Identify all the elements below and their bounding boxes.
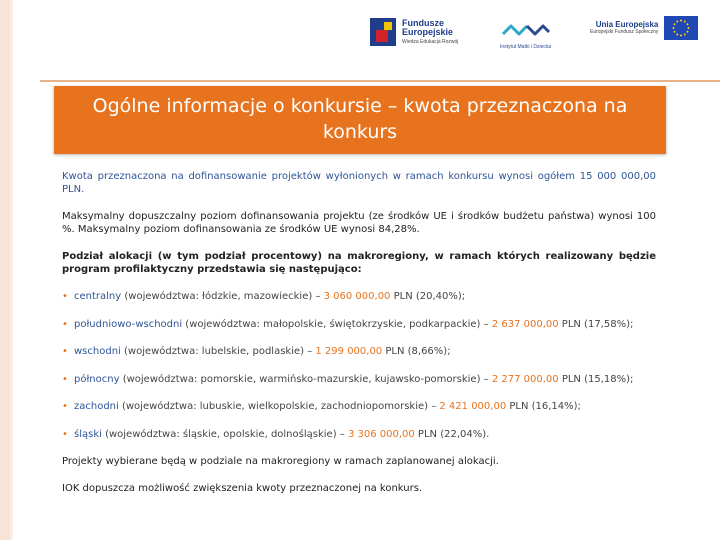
fe-logo-line3: Wiedza Edukacja Rozwój <box>402 38 459 45</box>
selection-note-text: Projekty wybierane będą w podziale na makroregiony w ramach zaplanowanej alokacji. <box>62 456 499 467</box>
fe-logo-line2: Europejskie <box>402 27 454 38</box>
iok-note-text: IOK dopuszcza możliwość zwiększenia kwoty przeznaczonej na konkurs. <box>62 483 423 494</box>
list-item <box>62 373 656 386</box>
region-suffix: PLN (15,18%); <box>558 373 634 385</box>
bullet-icon: • <box>62 401 68 412</box>
region-amount: 3 306 000,00 <box>347 428 415 440</box>
region-detail: (województwa: śląskie, opolskie, dolnośląskie) – <box>101 428 348 440</box>
content-body <box>62 170 656 509</box>
region-suffix: PLN (8,66%); <box>382 346 451 357</box>
regions-list <box>62 290 656 441</box>
region-name: śląski <box>74 428 102 440</box>
region-name: południowo-wschodni <box>74 318 183 330</box>
list-item <box>62 345 656 358</box>
list-item <box>62 290 656 303</box>
cofinancing-level-text: Maksymalny dopuszczalny poziom dofinansowania projektu (ze środków UE i środków budżetu państwa) wynosi 100 %. Maksymalny poziom dofinansowania ze środków UE wynosi 84,28%. <box>62 211 656 235</box>
eu-flag-icon <box>664 16 698 40</box>
ue-logo-line1: Unia Europejska <box>595 19 659 29</box>
bullet-icon: • <box>62 318 68 330</box>
region-suffix: PLN (17,58%); <box>558 318 634 330</box>
bullet-icon: • <box>62 291 68 302</box>
instytut-logo <box>500 20 551 50</box>
region-suffix: PLN (16,14%); <box>506 401 581 412</box>
fe-star-mark-icon <box>370 18 396 46</box>
region-detail: (województwa: lubuskie, wielkopolskie, zachodniopomorskie) – <box>118 401 440 412</box>
list-item <box>62 400 656 413</box>
region-amount: 2 637 000,00 <box>491 318 559 330</box>
allocation-intro-text: Podział alokacji (w tym podział procentowy) na makroregiony, w ramach których realizowany będzie program profilaktyczny przedstawia się następująco: <box>62 251 656 275</box>
region-suffix: PLN (22,04%). <box>414 428 490 440</box>
region-suffix: PLN (20,40%); <box>390 291 466 302</box>
list-item <box>62 318 656 331</box>
bullet-icon: • <box>62 373 68 385</box>
unia-europejska-logo <box>590 16 698 40</box>
instytut-wave-icon <box>501 20 551 42</box>
bullet-icon: • <box>62 346 68 357</box>
region-name: zachodni <box>74 401 119 412</box>
fundusze-europejskie-logo <box>370 18 458 46</box>
region-amount: 2 421 000,00 <box>439 401 507 412</box>
funding-amount-text: Kwota przeznaczona na dofinansowanie projektów wyłonionych w ramach konkursu wynosi ogółem 15 000 000,00 PLN. <box>62 171 656 195</box>
region-detail: (województwa: pomorskie, warmińsko-mazurskie, kujawsko-pomorskie) – <box>119 373 492 385</box>
page-title: Ogólne informacje o konkursie – kwota przeznaczona na konkurs <box>92 95 628 143</box>
fe-logo-line1: Fundusze <box>402 17 444 28</box>
region-amount: 1 299 000,00 <box>315 346 383 357</box>
region-name: północny <box>74 373 120 385</box>
region-name: wschodni <box>74 346 121 357</box>
bullet-icon: • <box>62 428 68 440</box>
header-divider <box>40 80 720 82</box>
ue-logo-line2: Europejski Fundusz Społeczny <box>590 28 659 35</box>
region-detail: (województwa: małopolskie, świętokrzyskie, podkarpackie) – <box>182 318 492 330</box>
region-amount: 3 060 000,00 <box>323 291 391 302</box>
left-decorative-bar <box>0 0 10 540</box>
region-amount: 2 277 000,00 <box>491 373 559 385</box>
title-banner <box>54 86 666 154</box>
instytut-logo-text: Instytut Matki i Dziecka <box>500 44 552 50</box>
region-name: centralny <box>74 291 122 302</box>
region-detail: (województwa: lubelskie, podlaskie) – <box>120 346 316 357</box>
region-detail: (województwa: łódzkie, mazowieckie) – <box>121 291 324 302</box>
list-item <box>62 428 656 441</box>
